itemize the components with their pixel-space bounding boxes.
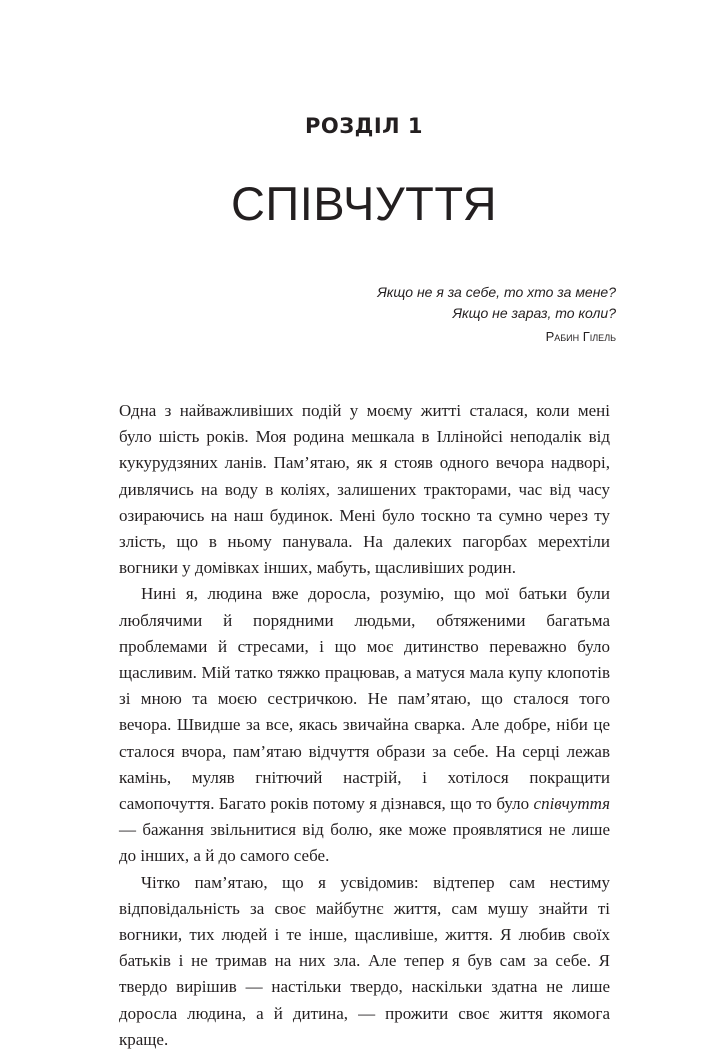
epigraph-line-2: Якщо не зараз, то коли? — [452, 305, 616, 321]
epigraph-line-1: Якщо не я за себе, то хто за мене? — [377, 284, 616, 300]
paragraph-2-text-start: Нині я, людина вже доросла, розумію, що мої батьки були люблячими й порядними людьми, обтяженими багатьма проблемами й стресами, і що моє дитинство переважно було щасливим. Мій татко тяжко працював, а матуся мала купу клопотів зі мною та моєю сестричкою. Не пам’ятаю, що сталося того вечора. Швидше за все, якась звичайна сварка. Але добре, ніби це сталося вчора, пам’ятаю відчуття образи за себе. На серці лежав камінь, муляв гнітючий настрій, і хотілося покращити самопочуття. Багато років потому я дізнався, що то було — [119, 584, 610, 814]
epigraph — [196, 282, 616, 347]
paragraph-2 — [119, 581, 610, 869]
paragraph-2-text-end: — бажання звільнитися від болю, яке може проявлятися не лише до інших, а й до самого себе. — [119, 820, 610, 866]
epigraph-author: Рабин Гілель — [545, 329, 616, 344]
body-text — [119, 398, 610, 1053]
chapter-label: РОЗДІЛ 1 — [304, 114, 424, 138]
chapter-title: СПІВЧУТТЯ — [230, 177, 498, 230]
paragraph-1: Одна з найважливіших подій у моєму житті сталася, коли мені було шість років. Моя родина мешкала в Іллінойсі неподалік від кукурудзяних ланів. Пам’ятаю, як я стояв одного вечора надворі, дивлячись на воду в коліях, залишених тракторами, час від часу озираючись на наш будинок. Мені було тоскно та сумно через ту злість, що в ньому панувала. На далеких пагорбах мерехтіли вогники у домівках інших, мабуть, щасливіших родин. — [119, 401, 610, 578]
emphasized-term: співчуття — [533, 794, 610, 814]
paragraph-3: Чітко пам’ятаю, що я усвідомив: відтепер сам нестиму відповідальність за своє майбутнє життя, сам мушу знайти ті вогники, тих людей і те інше, щасливіше, життя. Я любив своїх батьків і не тримав на них зла. Але тепер я був сам за себе. Я твердо вирішив — настільки твердо, наскільки здатна не лише доросла людина, а й дитина, — прожити своє життя якомога краще. — [119, 872, 610, 1049]
